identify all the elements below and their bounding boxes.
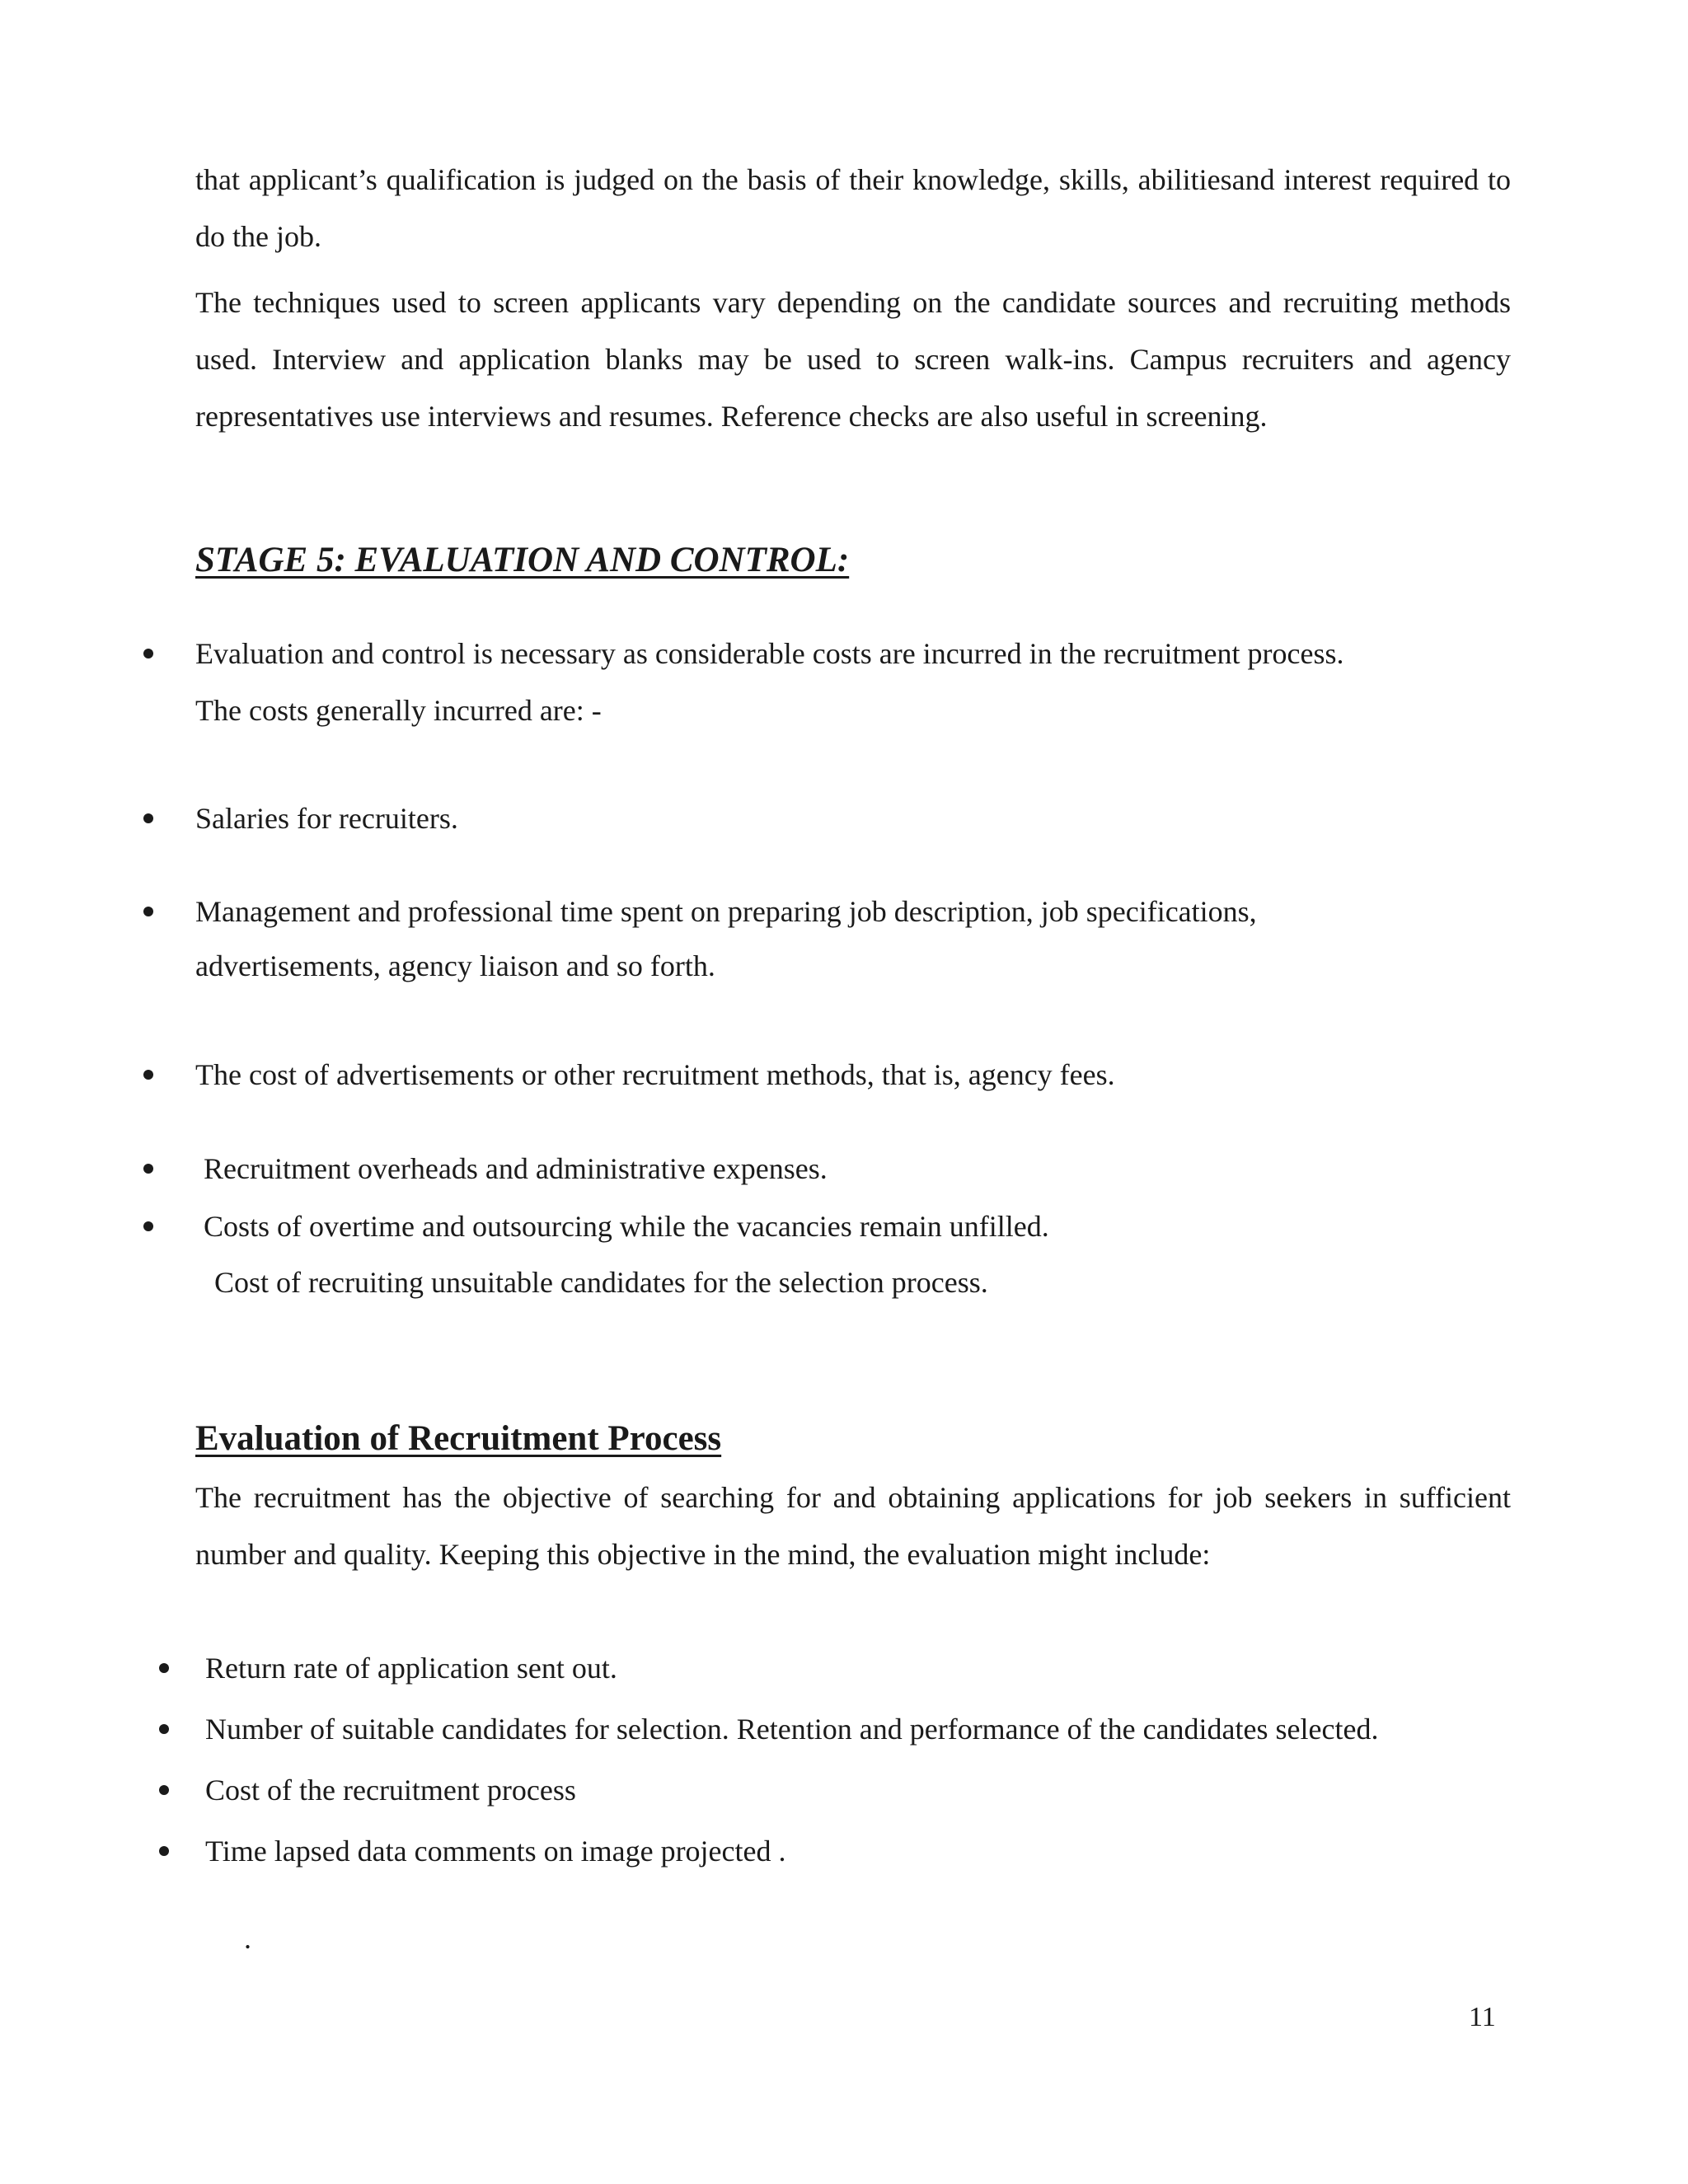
page-number: 11 [1469,2002,1496,2032]
evaluation-bullet-2: Number of suitable candidates for selection. Retention and performance of the candidates selected. [205,1713,1379,1746]
stage5-bullet-2: Salaries for recruiters. [195,802,458,835]
bullet-marker [143,1070,153,1080]
stage5-bullet-1-line1: Evaluation and control is necessary as considerable costs are incurred in the recruitment process. [195,637,1344,670]
intro-paragraph: that applicant’s qualification is judged on the basis of their knowledge, skills, abilitiesand interest required to do the job. [195,163,1511,253]
stage5-bullet-4: The cost of advertisements or other recruitment methods, that is, agency fees. [195,1058,1115,1091]
stage5-bullet-6-line1: Costs of overtime and outsourcing while the vacancies remain unfilled. [204,1210,1049,1243]
bullet-marker [143,813,153,823]
bullet-marker [143,1221,153,1231]
stray-mark: . [244,1922,251,1955]
evaluation-bullet-3: Cost of the recruitment process [205,1774,576,1807]
bullet-marker [159,1846,169,1856]
evaluation-paragraph: The recruitment has the objective of searching for and obtaining applications for job seekers in sufficient number and quality. Keeping this objective in the mind, the evaluation might include: [195,1481,1511,1571]
stage5-bullet-6-line2: Cost of recruiting unsuitable candidates for the selection process. [214,1266,988,1299]
evaluation-heading: Evaluation of Recruitment Process [195,1419,722,1458]
bullet-marker [143,1164,153,1174]
stage5-bullet-1-line2: The costs generally incurred are: - [195,694,602,727]
stage5-bullet-3-line2: advertisements, agency liaison and so forth. [195,949,715,982]
evaluation-bullet-4: Time lapsed data comments on image projected . [205,1835,786,1868]
bullet-marker [159,1724,169,1734]
stage5-bullet-3-line1: Management and professional time spent on preparing job description, job specifications, [195,895,1257,928]
bullet-marker [159,1663,169,1673]
evaluation-bullet-1: Return rate of application sent out. [205,1652,617,1685]
bullet-marker [143,649,153,658]
bullet-marker [159,1785,169,1795]
bullet-marker [143,907,153,916]
stage5-bullet-5: Recruitment overheads and administrative expenses. [204,1152,828,1185]
stage5-heading: STAGE 5: EVALUATION AND CONTROL: [195,541,850,579]
techniques-paragraph: The techniques used to screen applicants vary depending on the candidate sources and recruiting methods used. Interview and application blanks may be used to screen walk-ins. Campus recruiters and agency representatives use interviews and resumes. Reference checks are also useful in screening. [195,286,1511,433]
